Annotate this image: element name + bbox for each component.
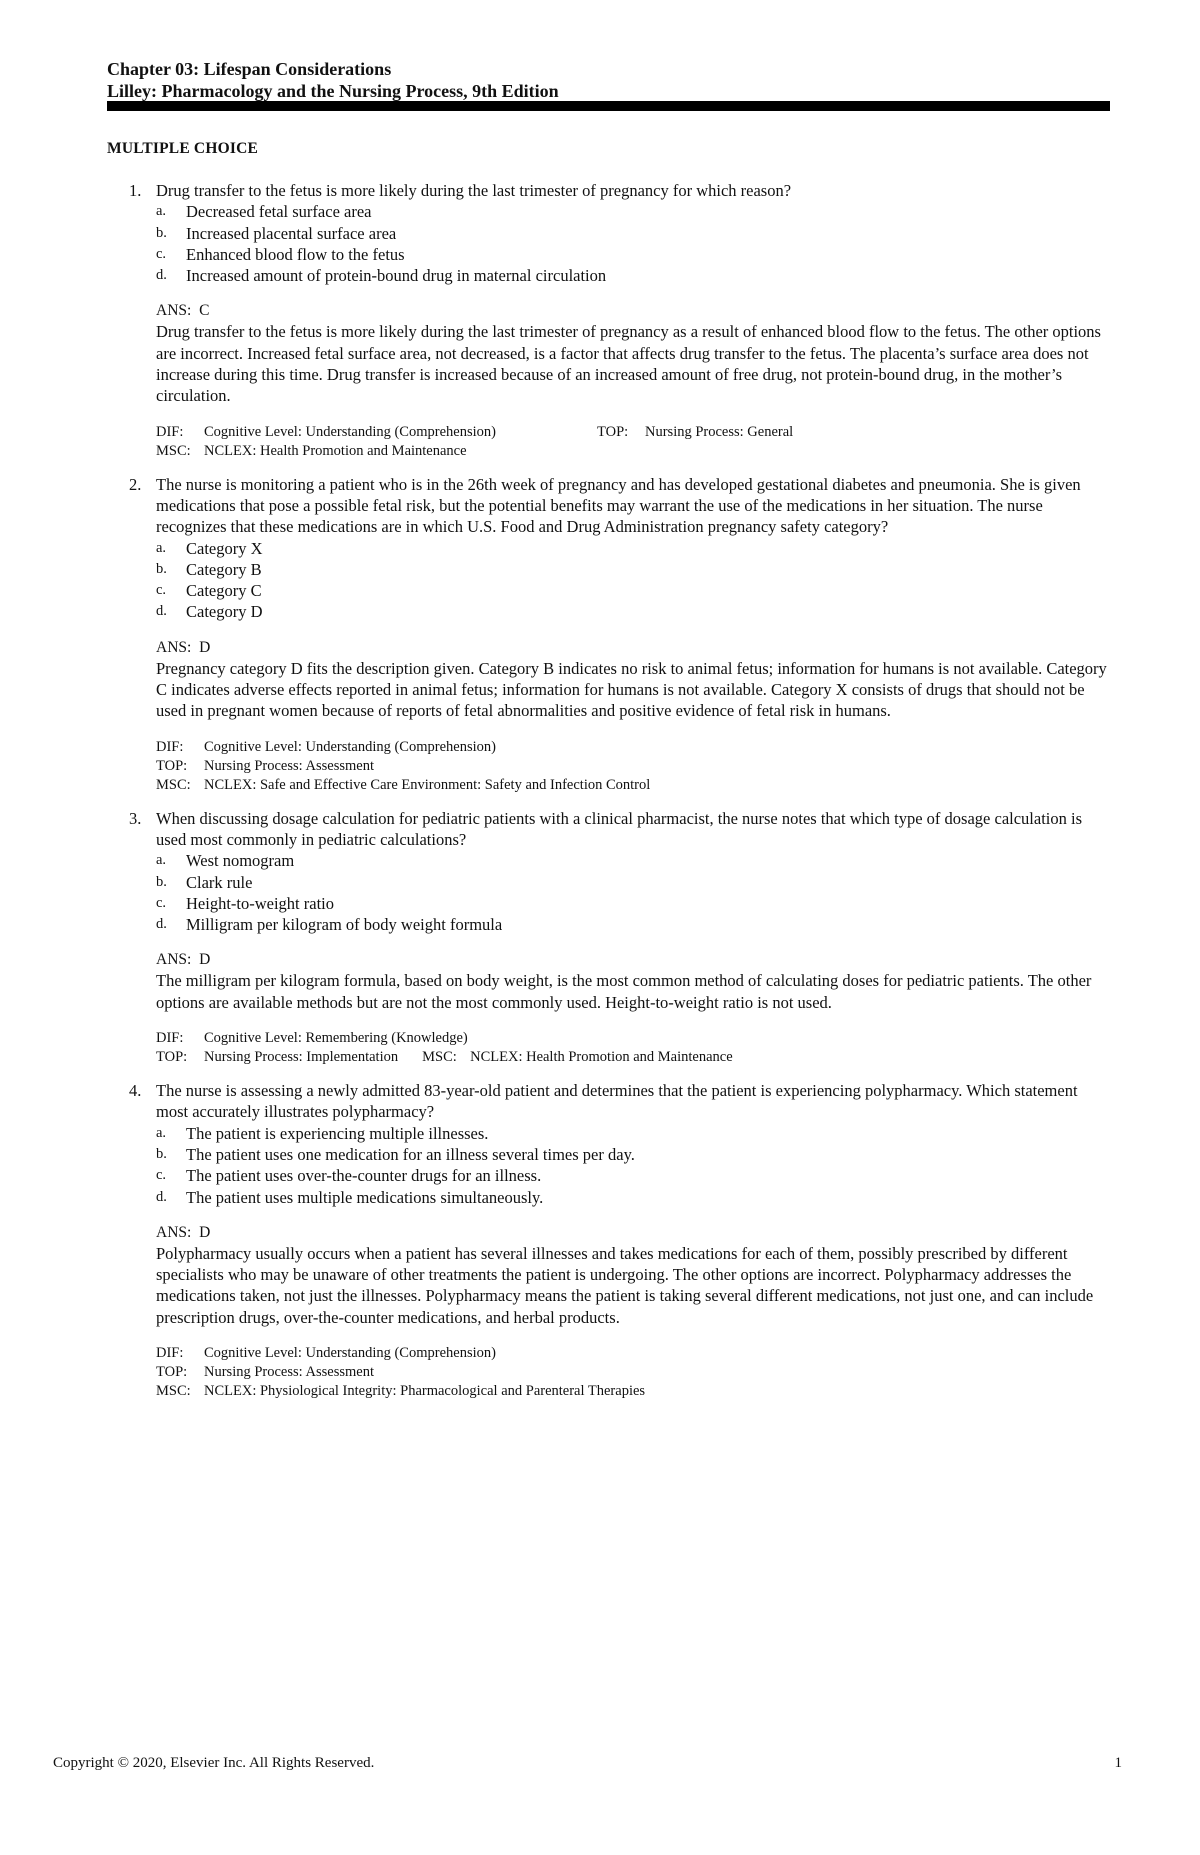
option-text: Increased amount of protein-bound drug in maternal circulation bbox=[186, 266, 607, 286]
answer-label: ANS: bbox=[156, 302, 192, 320]
chapter-title: Chapter 03: Lifespan Considerations bbox=[107, 59, 392, 79]
option-list bbox=[156, 1123, 1110, 1208]
option-letter: c. bbox=[156, 1167, 167, 1184]
book-title: Lilley: Pharmacology and the Nursing Process, 9th Edition bbox=[107, 81, 559, 101]
meta-row-dif bbox=[156, 738, 1110, 757]
answer-line bbox=[156, 637, 1110, 658]
dif-label: DIF: bbox=[156, 1030, 184, 1047]
answer-label: ANS: bbox=[156, 951, 192, 969]
option-d bbox=[156, 265, 1110, 286]
option-text: Enhanced blood flow to the fetus bbox=[186, 244, 405, 264]
question-stem: The nurse is assessing a newly admitted 83-year-old patient and determines that the patient is experiencing polypharmacy. Which statement most accurately illustrates polypharmacy? bbox=[156, 1081, 1078, 1122]
option-text: Category C bbox=[186, 581, 262, 601]
question-3 bbox=[107, 808, 1110, 1067]
meta-row-msc bbox=[156, 776, 1110, 795]
option-d bbox=[156, 601, 1110, 622]
dif-value: Cognitive Level: Understanding (Comprehension) bbox=[204, 738, 496, 755]
top-value: Nursing Process: Assessment bbox=[204, 1363, 374, 1380]
option-letter: b. bbox=[156, 560, 167, 577]
option-text: West nomogram bbox=[186, 851, 295, 871]
question-metadata bbox=[156, 1344, 1110, 1401]
answer-label: ANS: bbox=[156, 638, 192, 656]
option-c bbox=[156, 580, 1110, 601]
option-letter: c. bbox=[156, 245, 167, 262]
top-label: TOP: bbox=[156, 1363, 188, 1380]
question-number: 3. bbox=[129, 808, 142, 828]
meta-row-top bbox=[156, 1363, 1110, 1382]
answer-block bbox=[156, 949, 1110, 1013]
option-letter: b. bbox=[156, 224, 167, 241]
question-metadata bbox=[156, 423, 1110, 461]
option-letter: d. bbox=[156, 267, 167, 284]
answer-line bbox=[156, 949, 1110, 970]
answer-block bbox=[156, 637, 1110, 722]
meta-row-top-msc bbox=[156, 1048, 1110, 1067]
answer-label: ANS: bbox=[156, 1223, 192, 1241]
option-letter: d. bbox=[156, 916, 167, 933]
option-a bbox=[156, 1123, 1110, 1144]
option-d bbox=[156, 914, 1110, 935]
option-c bbox=[156, 244, 1110, 265]
option-letter: a. bbox=[156, 539, 167, 556]
option-b bbox=[156, 223, 1110, 244]
question-metadata bbox=[156, 738, 1110, 795]
option-list bbox=[156, 201, 1110, 286]
option-text: Clark rule bbox=[186, 872, 253, 892]
msc-label: MSC: bbox=[422, 1049, 457, 1066]
option-list bbox=[156, 538, 1110, 623]
page-number: 1 bbox=[1114, 1755, 1122, 1771]
dif-value: Cognitive Level: Understanding (Comprehension) bbox=[204, 1344, 496, 1361]
answer-line bbox=[156, 300, 1110, 321]
option-b bbox=[156, 872, 1110, 893]
option-letter: d. bbox=[156, 603, 167, 620]
option-text: Category B bbox=[186, 559, 262, 579]
rationale-text: Pregnancy category D fits the description given. Category B indicates no risk to animal fetus; information for humans is not available. Category C indicates adverse effects reported in animal fetus; information for humans is not available. Category X consists of drugs that should not be used in pregnant women because of reports of fetal abnormalities and positive evidence of fetal risk in humans. bbox=[156, 658, 1107, 721]
msc-value: NCLEX: Health Promotion and Maintenance bbox=[470, 1049, 733, 1066]
meta-row-dif bbox=[156, 1344, 1110, 1363]
answer-line bbox=[156, 1222, 1110, 1243]
option-letter: a. bbox=[156, 203, 167, 220]
option-list bbox=[156, 850, 1110, 935]
question-number: 4. bbox=[129, 1081, 142, 1101]
copyright-notice: Copyright © 2020, Elsevier Inc. All Rights Reserved. bbox=[53, 1755, 375, 1771]
option-text: The patient uses one medication for an illness several times per day. bbox=[186, 1144, 635, 1164]
option-a bbox=[156, 201, 1110, 222]
option-text: The patient uses over-the-counter drugs for an illness. bbox=[186, 1166, 542, 1186]
top-value: Nursing Process: Assessment bbox=[204, 757, 374, 774]
rationale-text: Polypharmacy usually occurs when a patient has several illnesses and takes medications for each of them, possibly prescribed by different specialists who may be unaware of other treatments the patient is undergoing. The other options are incorrect. Polypharmacy addresses the medications taken, not just the illnesses. Polypharmacy means the patient is taking several different medications, not just one, and can include prescription drugs, over-the-counter medications, and herbal products. bbox=[156, 1243, 1094, 1327]
answer-value: C bbox=[199, 302, 210, 320]
option-letter: a. bbox=[156, 852, 167, 869]
dif-label: DIF: bbox=[156, 738, 184, 755]
dif-value: Cognitive Level: Remembering (Knowledge) bbox=[204, 1030, 468, 1047]
rationale-text: The milligram per kilogram formula, based on body weight, is the most common method of calculating doses for pediatric patients. The other options are available methods but are not the most commonly used. Height-to-weight ratio is not used. bbox=[156, 971, 1092, 1012]
question-4 bbox=[107, 1080, 1110, 1401]
option-c bbox=[156, 893, 1110, 914]
msc-label: MSC: bbox=[156, 776, 191, 793]
question-2 bbox=[107, 474, 1110, 795]
dif-value: Cognitive Level: Understanding (Comprehension) bbox=[204, 423, 496, 440]
answer-value: D bbox=[199, 1223, 211, 1241]
top-label: TOP: bbox=[156, 757, 188, 774]
option-text: The patient is experiencing multiple illnesses. bbox=[186, 1123, 489, 1143]
option-text: Increased placental surface area bbox=[186, 223, 397, 243]
top-field bbox=[597, 423, 793, 442]
rationale-text: Drug transfer to the fetus is more likely during the last trimester of pregnancy as a result of enhanced blood flow to the fetus. The other options are incorrect. Increased fetal surface area, not decreased, is a factor that affects drug transfer to the fetus. The placenta’s surface area does not increase during this time. Drug transfer is increased because of an increased amount of free drug, not protein-bound drug, in the mother’s circulation. bbox=[156, 322, 1101, 406]
msc-value: NCLEX: Physiological Integrity: Pharmacological and Parenteral Therapies bbox=[204, 1382, 646, 1399]
option-letter: b. bbox=[156, 873, 167, 890]
msc-label: MSC: bbox=[156, 1382, 191, 1399]
top-value: Nursing Process: Implementation bbox=[204, 1049, 399, 1066]
answer-block bbox=[156, 1222, 1110, 1328]
option-text: Category D bbox=[186, 602, 263, 622]
option-b bbox=[156, 559, 1110, 580]
dif-label: DIF: bbox=[156, 1344, 184, 1361]
msc-value: NCLEX: Safe and Effective Care Environment: Safety and Infection Control bbox=[204, 776, 651, 793]
msc-value: NCLEX: Health Promotion and Maintenance bbox=[204, 442, 467, 459]
question-number: 2. bbox=[129, 474, 142, 494]
option-letter: b. bbox=[156, 1145, 167, 1162]
option-d bbox=[156, 1187, 1110, 1208]
option-text: The patient uses multiple medications simultaneously. bbox=[186, 1187, 544, 1207]
header-rule bbox=[107, 101, 1110, 111]
section-title: MULTIPLE CHOICE bbox=[107, 140, 258, 157]
top-label: TOP: bbox=[597, 423, 629, 440]
meta-row-msc bbox=[156, 442, 1110, 461]
msc-label: MSC: bbox=[156, 442, 191, 459]
meta-row-top bbox=[156, 757, 1110, 776]
option-b bbox=[156, 1144, 1110, 1165]
answer-block bbox=[156, 300, 1110, 406]
option-text: Decreased fetal surface area bbox=[186, 202, 372, 222]
question-number: 1. bbox=[129, 181, 142, 200]
dif-label: DIF: bbox=[156, 423, 184, 440]
question-list bbox=[107, 180, 1110, 1414]
answer-value: D bbox=[199, 951, 211, 969]
meta-row-dif bbox=[156, 1029, 1110, 1048]
option-letter: c. bbox=[156, 894, 167, 911]
document-header bbox=[107, 58, 1110, 102]
question-stem: When discussing dosage calculation for pediatric patients with a clinical pharmacist, the nurse notes that which type of dosage calculation is used most commonly in pediatric calculations? bbox=[156, 808, 1083, 849]
option-a bbox=[156, 850, 1110, 871]
option-text: Height-to-weight ratio bbox=[186, 893, 335, 913]
top-value: Nursing Process: General bbox=[645, 423, 794, 440]
option-text: Category X bbox=[186, 538, 263, 558]
question-1 bbox=[107, 180, 1110, 461]
question-metadata bbox=[156, 1029, 1110, 1067]
top-label: TOP: bbox=[156, 1049, 188, 1066]
question-stem: The nurse is monitoring a patient who is in the 26th week of pregnancy and has developed gestational diabetes and pneumonia. She is given medications that pose a possible fetal risk, but the potential benefits may warrant the use of the medications in her situation. The nurse recognizes that these medications are in which U.S. Food and Drug Administration pregnancy safety category? bbox=[156, 474, 1081, 537]
answer-value: D bbox=[199, 638, 211, 656]
option-text: Milligram per kilogram of body weight formula bbox=[186, 915, 503, 935]
meta-row-dif-top bbox=[156, 423, 1110, 442]
option-letter: d. bbox=[156, 1188, 167, 1205]
option-letter: c. bbox=[156, 582, 167, 599]
msc-field bbox=[422, 1048, 733, 1067]
option-c bbox=[156, 1165, 1110, 1186]
question-stem: Drug transfer to the fetus is more likely during the last trimester of pregnancy for which reason? bbox=[156, 181, 792, 200]
meta-row-msc bbox=[156, 1382, 1110, 1401]
option-a bbox=[156, 538, 1110, 559]
option-letter: a. bbox=[156, 1124, 167, 1141]
